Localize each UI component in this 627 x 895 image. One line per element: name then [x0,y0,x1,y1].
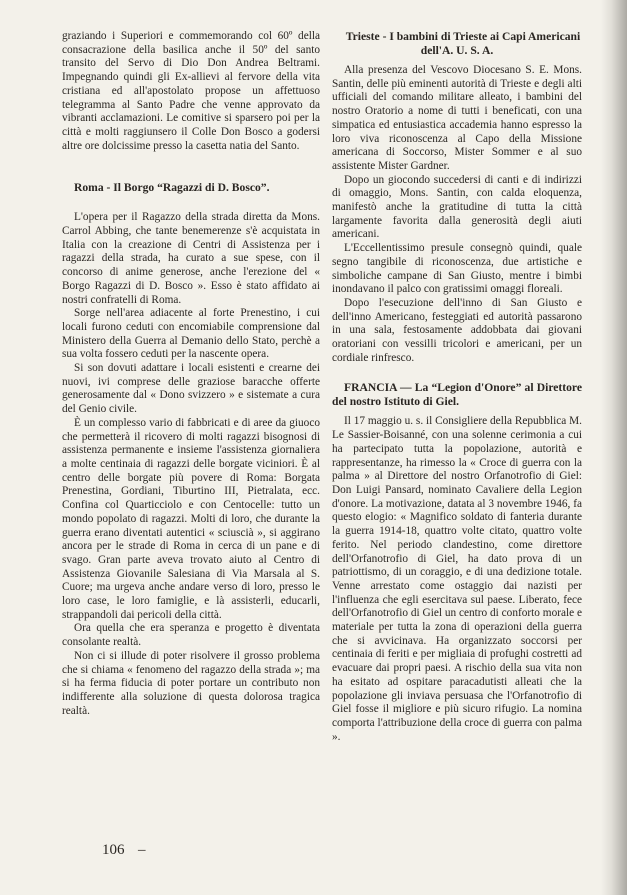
paragraph: Alla presenza del Vescovo Diocesano S. E. Mons. Santin, delle più eminenti autorità di Trieste e degli alti ufficiali del comando militare alleato, i bambini del nostro Oratorio a nome di tutti i beneficati, con una simpatica ed entusiastica accademia hanno espresso la loro viva riconoscenza al Capo della Missione americana di Soccorso, Mister Sommer e al suo assistente Mister Gardner. [332,64,582,172]
paragraph: Si son dovuti adattare i locali esistenti e crearne dei nuovi, ivi comprese delle graziose baracche offerte generosamente dal « Dono svizzero » e sistemate a cura del Genio civile. [62,362,320,416]
paragraph: È un complesso vario di fabbricati e di aree da giuoco che permetterà il ricovero di molti ragazzi bisognosi di assistenza permanente e insieme l'assistenza giornaliera a molte centinaia di ragazzi delle borgate viciniori. È al centro delle borgate più povere di Roma: Borgata Prenestina, Gordiani, Tiburtino III, Pietralata, ecc. Confina col Quarticciolo e con Centocelle: tutto un mondo popolato di ragazzi. Molti di loro, che durante la guerra erano diventati autentici « sciuscià », si aggirano ancora per le strade di Roma in cerca di un pane e di svago. Gran parte aveva trovato aiuto al Centro di Assistenza Giovanile Salesiana di Via Marsala al S. Cuore; ma urgeva anche andare verso di loro, presso le loro case, le loro famiglie, e là assisterli, educarli, strappandoli dai pericoli della città. [62,416,320,621]
binding-shadow [601,0,627,895]
paragraph: L'Eccellentissimo presule consegnò quindi, quale segno tangibile di riconoscenza, due artistiche e simboliche campane di San Giusto, mentre i bimbi inondavano il palco con gratissimi omaggi floreali. [332,242,582,296]
section-heading-francia: FRANCIA — La “Legion d'Onore” al Direttore del nostro Istituto di Giel. [332,381,582,409]
page-number: 106 [102,842,125,858]
paragraph: Dopo l'esecuzione dell'inno di San Giusto e dell'inno Americano, festeggiati ed autorità passarono in una sala, festosamente addobbata dai giovani oratoriani con vessilli tricolori e americani, per un cordiale rinfresco. [332,296,582,364]
paragraph: Dopo un giocondo succedersi di canti e di indirizzi di omaggio, Mons. Santin, con calda eloquenza, manifestò anche la gratitudine di tutta la città largamente favorita dalla generosità degli aiuti americani. [332,173,582,241]
paragraph: L'opera per il Ragazzo della strada diretta da Mons. Carrol Abbing, che tante benemerenze s'è acquistata in Italia con la creazione di Centri di Assistenza per i ragazzi della strada, ha curato a sue spese, con il concorso di anime generose, anche l'erezione del « Borgo Ragazzi di D. Bosco ». Esso è stato affidato ai nostri confratelli di Roma. [62,211,320,306]
continued-paragraph: graziando i Superiori e commemorando col 60º della consacrazione della basilica anche il 50º del santo transito del Servo di Dio Don Andrea Beltrami. Impegnando quindi gli Ex-allievi al fervore della vita cristiana ed all'apostolato propose un affettuoso telegramma al Santo Padre che venne approvato da vibranti acclamazioni. Le comitive si sparsero poi per la città e molti raggiunsero il Colle Don Bosco a godersi altre ore dolcissime presso la casetta natia del Santo. [62,30,320,152]
paragraph: Non ci si illude di poter risolvere il grosso problema che si chiama « fenomeno del ragazzo della strada »; ma si ha ferma fiducia di poter portare un contributo non indifferente alla soluzione di questa dolorosa tragica realtà. [62,649,320,717]
paragraph: Il 17 maggio u. s. il Consigliere della Repubblica M. Le Sassier-Boisanné, con una solenne cerimonia a cui ha partecipato tutta la popolazione, autorità e rappresentanze, ha rimesso la « Croce di guerra con la palma » al Direttore del nostro Orfanotrofio di Giel: Don Luigi Pansard, nominato Cavaliere della Legion d'onore. La motivazione, datata al 3 novembre 1946, fa questo elogio: « Magnifico soldato di fanteria durante la guerra 1914-18, quattro volte citato, quattro volte ferito. Nel periodo clandestino, come direttore dell'Orfanotrofio di Giel, ha dato prova di un patriottismo, di un coraggio, e di una dedizione totale. Venne arrestato come ostaggio dai nazisti per l'influenza che egli esercitava sul paese. Liberato, fece dell'Orfanotrofio di Giel un centro di conforto morale e materiale per tutta la zona di operazioni della guerra che si avvicinava. Ha organizzato soccorsi per centinaia di feriti e per migliaia di profughi costretti ad evacuare dai propri paesi. A rischio della sua vita non ha esitato ad ospitare paracadutisti alleati che la popolazione gli inviava persuasa che l'Orfanotrofio di Giel fosse il migliore e più sicuro rifugio. La nomina comporta l'attribuzione della croce di guerra con palma ». [332,415,582,743]
section-heading-roma: Roma - Il Borgo “Ragazzi di D. Bosco”. [74,181,270,195]
section-heading-trieste: Trieste - I bambini di Trieste ai Capi Americani dell'A. U. S. A. [345,30,581,57]
paragraph: Sorge nell'area adiacente al forte Prenestino, i cui locali furono ceduti con encomiabile comprensione dal Ministero della Guerra al Demanio dello Stato, perchè a sua volta fossero ceduti per la nascente opera. [62,307,320,361]
right-column [332,30,582,744]
paragraph: Ora quella che era speranza e progetto è diventata consolante realtà. [62,622,320,649]
left-column [62,30,320,718]
page-dash: – [138,842,146,858]
